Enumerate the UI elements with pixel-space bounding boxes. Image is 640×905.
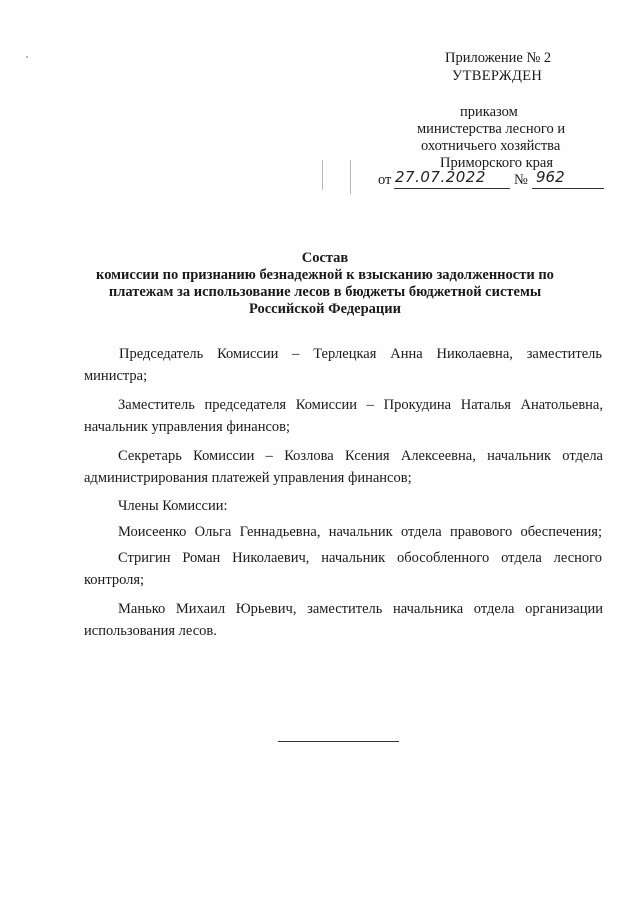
member-3-paragraph-line-1: Манько Михаил Юрьевич, заместитель начальника отдела организации [118, 601, 603, 617]
deputy-paragraph-line-2: начальник управления финансов; [84, 419, 291, 435]
deputy-paragraph-line-1: Заместитель председателя Комиссии – Прокудина Наталья Анатольевна, [118, 397, 603, 413]
members-heading: Члены Комиссии: [118, 498, 228, 514]
member-1-paragraph: Моисеенко Ольга Геннадьевна, начальник отдела правового обеспечения; [118, 524, 602, 540]
ministry-line-1: министерства лесного и [417, 121, 566, 137]
document-title: Состав [301, 250, 349, 266]
member-2-paragraph-line-1: Стригин Роман Николаевич, начальник обособленного отдела лесного [118, 550, 602, 566]
document-subtitle-line-1: комиссии по признанию безнадежной к взысканию задолженности по [96, 267, 554, 283]
number-prefix: № [514, 172, 528, 188]
document-subtitle-line-3: Российской Федерации [248, 301, 401, 317]
appendix-label: Приложение № 2 [445, 50, 552, 66]
approved-label: УТВЕРЖДЕН [452, 68, 543, 84]
ministry-line-2: охотничьего хозяйства [421, 138, 561, 154]
chair-paragraph-line-2: министра; [84, 368, 148, 384]
scan-mark-corner [26, 56, 28, 58]
number-underline [532, 188, 604, 189]
date-underline [394, 188, 510, 189]
secretary-paragraph-line-1: Секретарь Комиссии – Козлова Ксения Алексеевна, начальник отдела [118, 448, 603, 464]
member-3-paragraph-line-2: использования лесов. [84, 623, 217, 639]
date-prefix: от [378, 172, 392, 188]
end-of-document-line [278, 741, 399, 742]
scan-mark-vertical-2 [350, 160, 351, 194]
order-date-number-row [378, 168, 608, 190]
handwritten-number: 962 [536, 168, 565, 186]
order-label: приказом [460, 104, 518, 120]
scan-mark-vertical-1 [322, 160, 323, 190]
handwritten-date: 27.07.2022 [395, 168, 486, 186]
region-line: Приморского края [440, 155, 554, 171]
chair-paragraph-line-1: Председатель Комиссии – Терлецкая Анна Николаевна, заместитель [119, 346, 602, 362]
secretary-paragraph-line-2: администрирования платежей управления финансов; [84, 470, 412, 486]
member-2-paragraph-line-2: контроля; [84, 572, 145, 588]
document-subtitle-line-2: платежам за использование лесов в бюджеты бюджетной системы [108, 284, 542, 300]
